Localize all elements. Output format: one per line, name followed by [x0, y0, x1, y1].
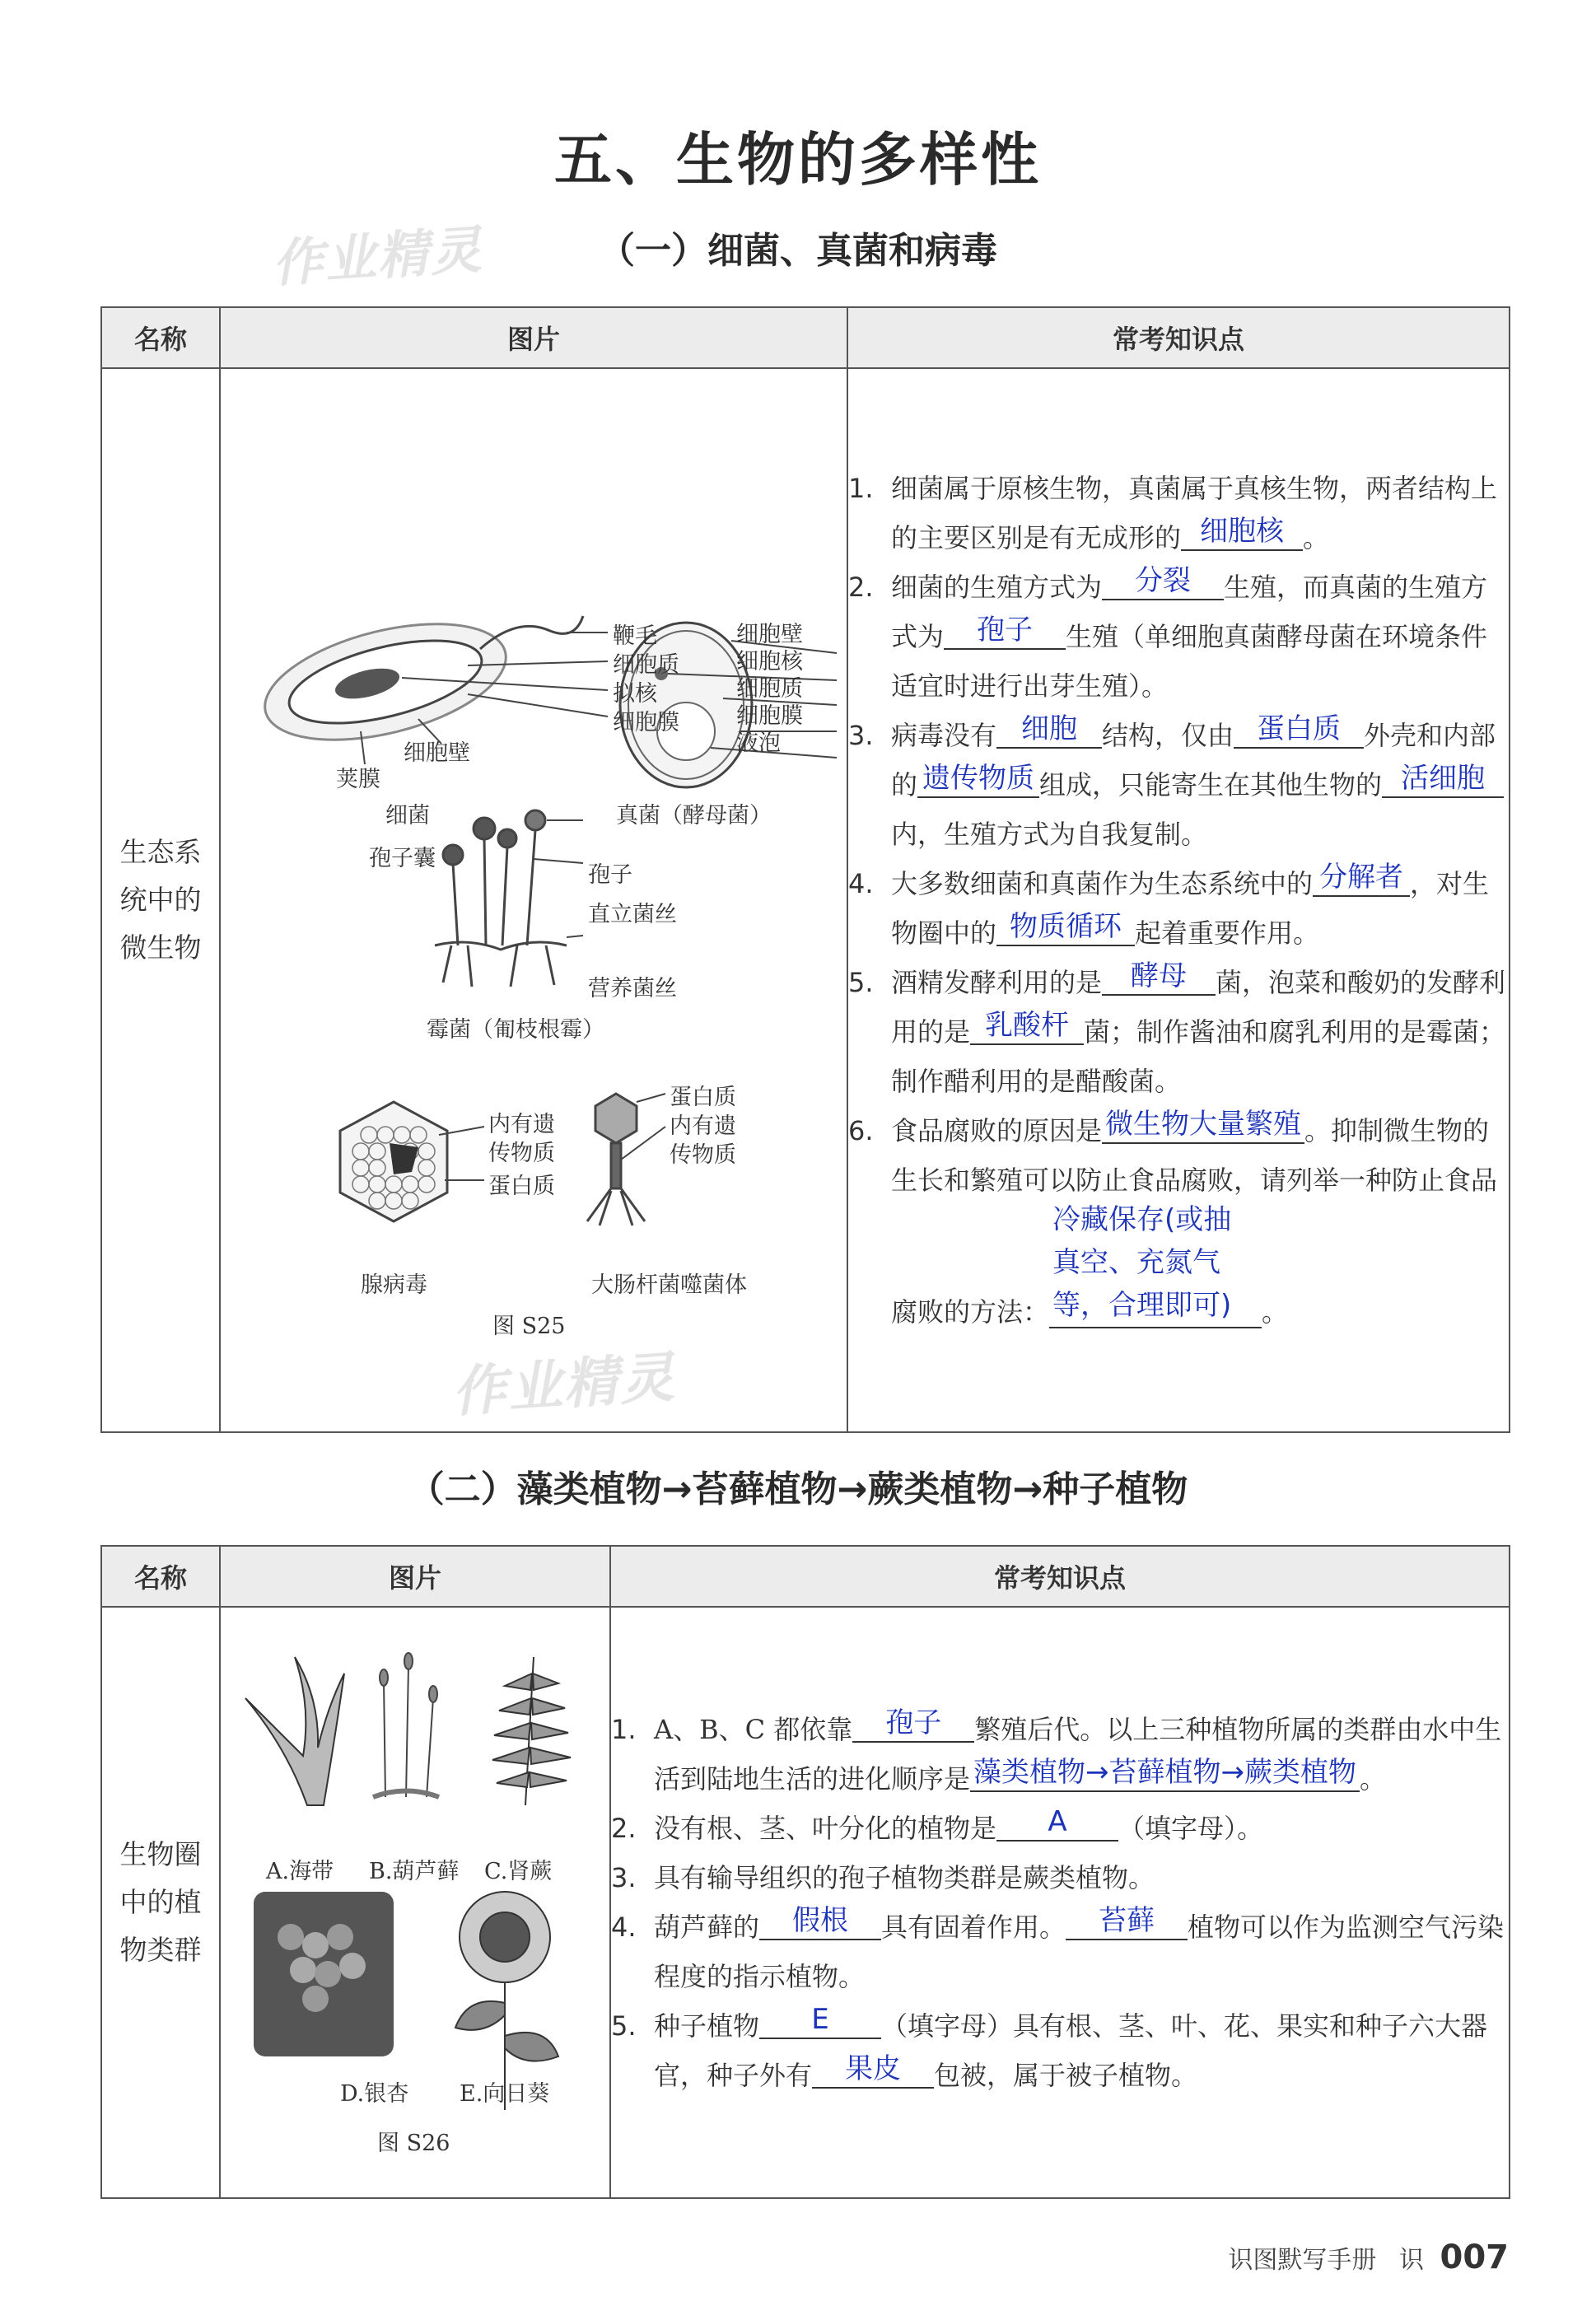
fern-drawing	[492, 1657, 571, 1805]
point-3: 3. 具有输导组织的孢子植物类群是蕨类植物。	[611, 1853, 1509, 1902]
point-number: 3.	[611, 1862, 637, 1893]
footer-prefix: 识	[1398, 2246, 1424, 2275]
answer: 蛋白质	[1234, 711, 1364, 749]
point-1: 1. A、B、C 都依靠 孢子 繁殖后代。以上三种植物所属的类群由水中生活到陆地生活的进化顺序是 藻类植物→苔藓植物→蕨类植物 。	[611, 1705, 1509, 1804]
answer: 苔藓	[1066, 1902, 1188, 1940]
label-upright-hyphae: 直立菌丝	[588, 902, 677, 927]
answer: A	[996, 1804, 1118, 1842]
page-number: 007	[1440, 2238, 1509, 2276]
answer: 物质循环	[996, 908, 1135, 946]
page-title: 五、生物的多样性	[554, 126, 1042, 194]
caption-bacteria: 细菌	[385, 803, 430, 829]
phage-drawing	[587, 1094, 665, 1225]
point-3: 3. 病毒没有 细胞 结构，仅由 蛋白质 外壳和内部的 遗传物质 组成，只能寄生在其他生物的 活细胞内，生殖方式为自我复制。	[848, 711, 1509, 859]
plant-illustrations	[221, 1608, 609, 2197]
header-picture: 图片	[220, 1546, 610, 1607]
ginkgo-drawing	[254, 1892, 394, 2056]
label-vacuole: 液泡	[736, 731, 781, 756]
label-yeast-membrane: 细胞膜	[736, 703, 803, 729]
book-title: 识图默写手册	[1228, 2246, 1377, 2275]
category-name	[101, 368, 220, 1432]
point-number: 3.	[848, 720, 874, 751]
knowledge-points	[847, 368, 1510, 1432]
figure-s25	[220, 368, 847, 1432]
category-name	[101, 1607, 220, 2198]
category-name-line: 生物圈	[119, 1838, 202, 1870]
label-yeast-wall: 细胞壁	[736, 622, 803, 647]
label-cell-wall: 细胞壁	[404, 740, 470, 766]
label-adeno-protein: 蛋白质	[488, 1174, 555, 1199]
header-points: 常考知识点	[610, 1546, 1510, 1607]
point-1: 1. 细菌属于原核生物，真菌属于真核生物，两者结构上的主要区别是有无成形的 细胞核 。	[848, 464, 1509, 562]
figure-number: 图 S25	[492, 1314, 566, 1339]
label-phage-genetic-2: 传物质	[670, 1142, 736, 1168]
answer: 孢子	[944, 612, 1066, 650]
category-name-line: 统中的	[119, 884, 202, 916]
caption-ginkgo: D.银杏	[340, 2081, 409, 2107]
caption-mold: 霉菌（匍枝根霉）	[427, 1017, 604, 1043]
answer: 果皮	[812, 2051, 934, 2089]
kelp-drawing	[245, 1657, 344, 1805]
caption-sunflower: E.向日葵	[460, 2081, 550, 2107]
caption-fern: C.肾蕨	[484, 1859, 553, 1884]
watermark: 作业精灵	[270, 219, 485, 294]
label-phage-genetic-1: 内有遗	[670, 1113, 736, 1139]
point-number: 4.	[611, 1912, 637, 1943]
answer: 细胞核	[1181, 513, 1303, 551]
answer: 孢子	[852, 1705, 974, 1743]
point-number: 4.	[848, 868, 874, 899]
point-number: 2.	[848, 572, 874, 603]
plant-table	[100, 1545, 1510, 2199]
answer: 酵母	[1102, 958, 1216, 996]
label-phage-protein: 蛋白质	[670, 1085, 736, 1110]
point-number: 1.	[611, 1714, 637, 1745]
caption-kelp: A.海带	[266, 1859, 334, 1884]
caption-adenovirus: 腺病毒	[361, 1272, 427, 1298]
category-name-line: 中的植	[119, 1886, 202, 1918]
header-name: 名称	[101, 1546, 220, 1607]
label-cytoplasm: 细胞质	[613, 652, 679, 678]
category-name-line: 物类群	[119, 1934, 202, 1966]
label-nucleoid: 拟核	[613, 681, 657, 707]
answer: 遗传物质	[917, 760, 1039, 798]
answer: E	[759, 2001, 881, 2039]
answer: 细胞	[996, 711, 1102, 749]
microbe-table	[100, 306, 1510, 1433]
point-number: 5.	[848, 967, 874, 998]
point-2: 2. 细菌的生殖方式为 分裂 生殖，而真菌的生殖方式为 孢子 生殖（单细胞真菌酵母菌在环境条件适宜时进行出芽生殖）。	[848, 562, 1509, 711]
mold-drawing	[435, 810, 583, 987]
watermark: 作业精灵	[450, 1345, 678, 1425]
caption-moss: B.葫芦藓	[369, 1859, 460, 1884]
moss-drawing	[373, 1653, 439, 1797]
label-spore: 孢子	[588, 862, 632, 888]
point-number: 1.	[848, 473, 874, 504]
point-number: 6.	[848, 1115, 874, 1146]
point-6: 6. 食品腐败的原因是 微生物大量繁殖 。抑制微生物的生长和繁殖可以防止食品腐败，请列举一种防止食品腐败的方法：冷藏保存(或抽真空、充氮气等，合理即可) 。	[848, 1106, 1509, 1337]
label-sporangium: 孢子囊	[369, 846, 436, 871]
figure-s26	[220, 1607, 610, 2198]
label-yeast-nucleus: 细胞核	[736, 649, 803, 675]
adenovirus-drawing	[340, 1102, 484, 1221]
answer: 活细胞	[1382, 760, 1504, 798]
header-name: 名称	[101, 307, 220, 368]
label-yeast-cytoplasm: 细胞质	[736, 676, 803, 702]
point-4: 4. 大多数细菌和真菌作为生态系统中的 分解者 ，对生物圈中的 物质循环 起着重要作用。	[848, 859, 1509, 958]
label-cell-membrane: 细胞膜	[613, 710, 679, 735]
section-2-heading: （二）藻类植物→苔藓植物→蕨类植物→种子植物	[408, 1468, 1188, 1510]
point-5: 5. 种子植物 E （填字母）具有根、茎、叶、花、果实和种子六大器官，种子外有 果皮 包被，属于被子植物。	[611, 2001, 1509, 2100]
label-adeno-genetic-1: 内有遗	[488, 1112, 555, 1137]
page-footer	[1228, 2238, 1509, 2276]
answer: 分解者	[1313, 859, 1410, 897]
microbe-illustrations	[221, 369, 847, 1431]
category-name-line: 微生物	[119, 931, 202, 964]
category-name-line: 生态系	[119, 836, 202, 868]
point-5: 5. 酒精发酵利用的是 酵母 菌，泡菜和酸奶的发酵利用的是 乳酸杆 菌；制作酱油和腐乳利用的是霉菌；制作醋利用的是醋酸菌。	[848, 958, 1509, 1106]
label-flagellum: 鞭毛	[613, 623, 657, 649]
point-number: 5.	[611, 2010, 637, 2042]
section-1-heading: （一）细菌、真菌和病毒	[599, 230, 997, 272]
answer: 微生物大量繁殖	[1102, 1106, 1304, 1144]
answer: 乳酸杆	[970, 1007, 1084, 1045]
answer: 冷藏保存(或抽真空、充氮气等，合理即可)	[1049, 1198, 1262, 1328]
header-points: 常考知识点	[847, 307, 1510, 368]
answer: 假根	[759, 1902, 881, 1940]
point-4: 4. 葫芦藓的 假根 具有固着作用。 苔藓 植物可以作为监测空气污染程度的指示植物。	[611, 1902, 1509, 2001]
knowledge-points	[610, 1607, 1510, 2198]
label-capsule: 荚膜	[336, 767, 380, 792]
header-picture: 图片	[220, 307, 847, 368]
figure-number: 图 S26	[377, 2131, 450, 2156]
caption-yeast: 真菌（酵母菌）	[616, 803, 772, 829]
answer: 分裂	[1102, 562, 1224, 600]
point-number: 2.	[611, 1813, 637, 1844]
point-2: 2. 没有根、茎、叶分化的植物是 A （填字母）。	[611, 1804, 1509, 1853]
caption-phage: 大肠杆菌噬菌体	[591, 1272, 747, 1298]
label-nutrient-hyphae: 营养菌丝	[588, 976, 677, 1001]
label-adeno-genetic-2: 传物质	[488, 1141, 555, 1166]
answer: 藻类植物→苔藓植物→蕨类植物	[970, 1754, 1360, 1792]
